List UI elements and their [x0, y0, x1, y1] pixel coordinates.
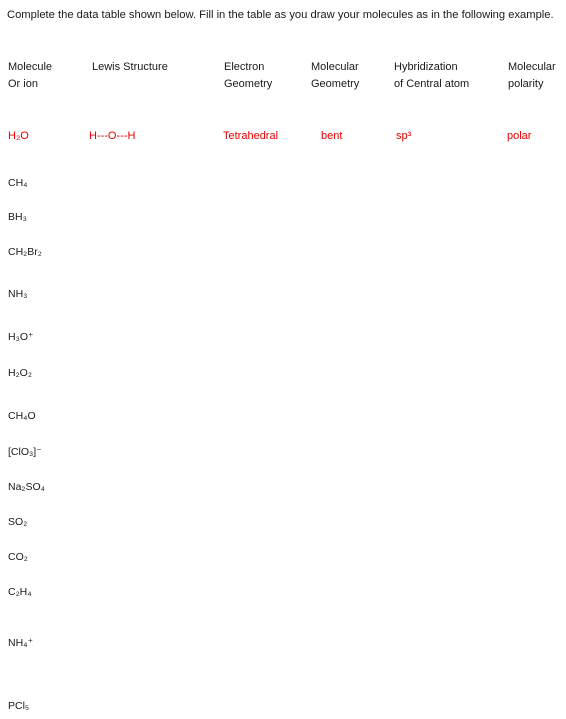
header-lewis-line1: Lewis Structure	[92, 61, 168, 73]
molecule-item: NH₃	[8, 288, 28, 300]
molecule-item: CH₄O	[8, 410, 36, 422]
header-molecule-line2: Or ion	[8, 78, 38, 90]
header-molecular-geometry-line1: Molecular	[311, 61, 359, 73]
header-polarity	[508, 59, 556, 93]
example-hybridization: sp³	[396, 130, 412, 142]
header-electron-geometry-line2: Geometry	[224, 78, 273, 90]
molecule-item: CO₂	[8, 551, 28, 563]
example-polarity: polar	[507, 130, 532, 142]
example-molecular-geometry: bent	[321, 130, 343, 142]
molecule-item: Na₂SO₄	[8, 481, 45, 493]
example-lewis: H---O---H	[89, 130, 136, 142]
header-polarity-line2: polarity	[508, 78, 544, 90]
header-hybridization-line1: Hybridization	[394, 61, 458, 73]
molecule-item: H₃O⁺	[8, 331, 34, 343]
header-molecular-geometry	[311, 59, 359, 93]
header-hybridization	[394, 59, 469, 93]
header-molecule-line1: Molecule	[8, 61, 53, 73]
molecule-item: CH₄	[8, 177, 28, 189]
header-lewis	[92, 59, 168, 76]
molecule-item: NH₄⁺	[8, 637, 33, 649]
header-polarity-line1: Molecular	[508, 61, 556, 73]
header-hybridization-line2: of Central atom	[394, 78, 470, 90]
header-electron-geometry	[224, 59, 272, 93]
header-molecule	[8, 59, 52, 93]
molecule-item: H₂O₂	[8, 367, 32, 379]
molecule-item: CH₂Br₂	[8, 246, 42, 258]
header-electron-geometry-line1: Electron	[224, 61, 265, 73]
molecule-item: SO₂	[8, 516, 28, 528]
instructions-text: Complete the data table shown below. Fill in the table as you draw your molecules as in the following example.	[7, 9, 554, 21]
example-molecule: H₂O	[8, 130, 29, 142]
molecule-item: PCl₅	[8, 700, 30, 712]
molecule-item: C₂H₄	[8, 586, 32, 598]
example-electron-geometry: Tetrahedral	[223, 130, 279, 142]
header-molecular-geometry-line2: Geometry	[311, 78, 360, 90]
molecule-item: [ClO₃]⁻	[8, 446, 42, 458]
molecule-item: BH₃	[8, 211, 27, 223]
